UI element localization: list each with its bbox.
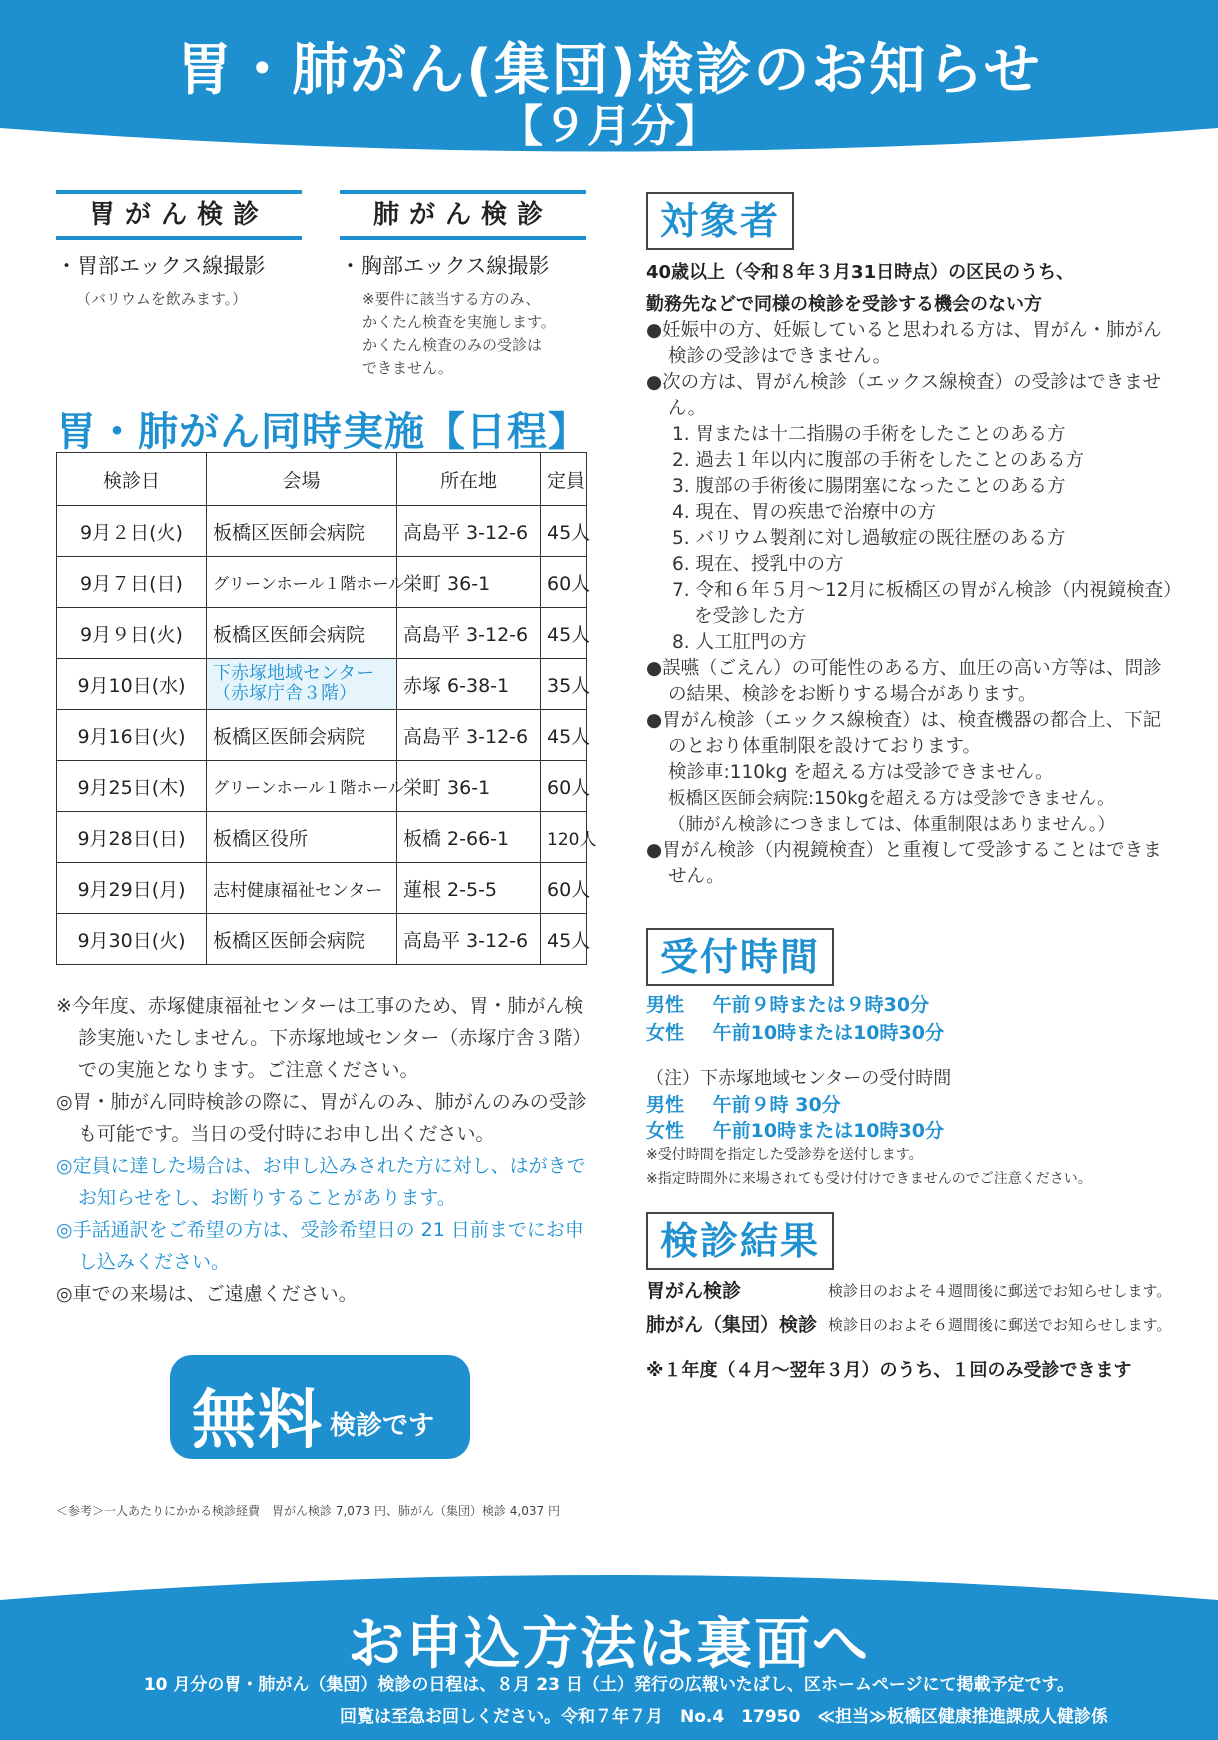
female-time-2: 午前10時または10時30分 [712, 1120, 944, 1142]
cell-address: 高島平 3-12-6 [397, 710, 541, 761]
cell-date: 9月30日(火) [57, 914, 207, 965]
cell-capacity: 45人 [541, 506, 587, 557]
cell-date: 9月25日(木) [57, 761, 207, 812]
list-item: 6. 現在、授乳中の方 [672, 554, 844, 575]
table-row [57, 761, 587, 812]
target-bullet: ●胃がん検診（内視鏡検査）と重複して受診することはできません。 [646, 840, 1162, 887]
stomach-exam-note: （バリウムを飲みます。） [76, 290, 248, 308]
exclusion-list [646, 422, 1176, 656]
note-no-car: ◎車での来場は、ご遠慮ください。 [56, 1283, 358, 1305]
target-bullet: ●誤嚥（ごえん）の可能性のある方、血圧の高い方等は、問診の結果、検診をお断りする場合があります。 [646, 658, 1162, 705]
stomach-exam-item: ・胃部エックス線撮影 [56, 254, 266, 278]
female-time: 午前10時または10時30分 [712, 1022, 944, 1044]
weight-limit-car: 検診車:110kg を超える方は受診できません。 [668, 762, 1054, 783]
female-label: 女性 [646, 1022, 685, 1044]
weight-limit-hospital: 板橋区医師会病院:150kgを超える方は受診できません。 [668, 789, 1115, 809]
footer-line-2: 回覧は至急お回しください。令和７年７月 No.4 17950 ≪担当≫板橋区健康推進課成人健診係 [340, 1707, 1108, 1727]
cell-venue: 板橋区医師会病院 [207, 914, 397, 965]
cell-address: 栄町 36-1 [397, 761, 541, 812]
table-row [57, 506, 587, 557]
cell-venue: 板橋区医師会病院 [207, 710, 397, 761]
cell-venue: 板橋区医師会病院 [207, 506, 397, 557]
lung-note-line: できません。 [362, 359, 453, 377]
cell-capacity: 60人 [541, 863, 587, 914]
results-heading: 検診結果 [646, 1212, 834, 1270]
schedule-notes [56, 990, 596, 1310]
reception-female [646, 1018, 944, 1045]
cell-venue: グリーンホール１階ホール [207, 761, 397, 812]
cell-date: 9月２日(火) [57, 506, 207, 557]
table-row [57, 710, 587, 761]
col-header-address: 所在地 [397, 453, 541, 506]
cell-date: 9月29日(月) [57, 863, 207, 914]
col-header-capacity: 定員 [541, 453, 587, 506]
male-time: 午前９時または９時30分 [712, 994, 930, 1016]
list-item: 4. 現在、胃の疾患で治療中の方 [672, 502, 937, 523]
list-item: 5. バリウム製剤に対し過敏症の既往歴のある方 [672, 528, 1066, 549]
page-title: 胃・肺がん(集団)検診のお知らせ [176, 38, 1042, 103]
note-construction: ※今年度、赤塚健康福祉センターは工事のため、胃・肺がん検診実施いたしません。下赤塚地域センター（赤塚庁舎３階）での実施となります。ご注意ください。 [56, 995, 592, 1081]
lung-exam-notes [362, 288, 556, 380]
cell-address: 高島平 3-12-6 [397, 914, 541, 965]
cell-address: 高島平 3-12-6 [397, 506, 541, 557]
list-item: 2. 過去１年以内に腹部の手術をしたことのある方 [672, 450, 1085, 471]
list-item: 3. 腹部の手術後に腸閉塞になったことのある方 [672, 476, 1066, 497]
cell-address: 高島平 3-12-6 [397, 608, 541, 659]
reception-note: （注）下赤塚地域センターの受付時間 [646, 1068, 952, 1089]
male-time-2: 午前９時 30分 [712, 1094, 841, 1116]
cell-address: 栄町 36-1 [397, 557, 541, 608]
reception-heading: 受付時間 [646, 928, 834, 986]
cell-venue-highlight: 下赤塚地域センター（赤塚庁舎３階） [207, 659, 397, 710]
free-badge-big: 無料 [192, 1384, 324, 1458]
cell-venue: 板橋区役所 [207, 812, 397, 863]
cell-date: 9月16日(火) [57, 710, 207, 761]
lung-exam-heading: 肺がん検診 [340, 190, 586, 240]
table-row [57, 557, 587, 608]
list-item: 7. 令和６年５月～12月に板橋区の胃がん検診（内視鏡検査）を受診した方 [672, 580, 1173, 627]
cell-date: 9月10日(水) [57, 659, 207, 710]
cell-address: 蓮根 2-5-5 [397, 863, 541, 914]
footer-main-text: お申込方法は裏面へ [348, 1612, 870, 1677]
page-subtitle: 【９月分】 [499, 101, 719, 152]
male-label: 男性 [646, 994, 685, 1016]
note-capacity: ◎定員に達した場合は、お申し込みされた方に対し、はがきでお知らせをし、お断りすることがあります。 [56, 1155, 586, 1209]
cell-capacity: 45人 [541, 914, 587, 965]
lung-note-line: ※要件に該当する方のみ、 [362, 290, 541, 308]
free-exam-badge [170, 1355, 470, 1459]
cell-capacity: 60人 [541, 557, 587, 608]
note-sign-language: ◎手話通訳をご希望の方は、受診希望日の 21 日前までにお申し込みください。 [56, 1219, 584, 1273]
reception-female-2 [646, 1116, 944, 1143]
schedule-header-row [57, 453, 587, 506]
results-stomach-label: 胃がん検診 [646, 1280, 742, 1302]
target-bullet: ●妊娠中の方、妊娠していると思われる方は、胃がん・肺がん検診の受診はできません。 [646, 320, 1162, 367]
schedule-title: 胃・肺がん同時実施【日程】 [56, 409, 589, 455]
cell-date: 9月９日(火) [57, 608, 207, 659]
male-label: 男性 [646, 1094, 685, 1116]
cell-address: 板橋 2-66-1 [397, 812, 541, 863]
table-row [57, 863, 587, 914]
target-lead-2: 勤務先などで同様の検診を受診する機会のない方 [646, 294, 1042, 315]
lung-exam-item: ・胸部エックス線撮影 [340, 254, 550, 278]
cell-address: 赤塚 6-38-1 [397, 659, 541, 710]
results-lung-label: 肺がん（集団）検診 [646, 1314, 818, 1336]
col-header-venue: 会場 [207, 453, 397, 506]
stomach-exam-heading: 胃がん検診 [56, 190, 302, 240]
female-label: 女性 [646, 1120, 685, 1142]
cell-capacity: 60人 [541, 761, 587, 812]
reception-male [646, 990, 929, 1017]
target-bullet: ●胃がん検診（エックス線検査）は、検査機器の都合上、下記のとおり体重制限を設けております。 [646, 710, 1162, 757]
target-heading: 対象者 [646, 192, 794, 250]
cell-capacity: 120人 [541, 812, 587, 863]
list-item: 1. 胃または十二指腸の手術をしたことのある方 [672, 424, 1066, 445]
lung-note-line: かくたん検査のみの受診は [362, 336, 543, 354]
cell-capacity: 45人 [541, 608, 587, 659]
lung-note-line: かくたん検査を実施します。 [362, 313, 556, 331]
note-single-exam: ◎胃・肺がん同時検診の際に、胃がんのみ、肺がんのみの受診も可能です。当日の受付時にお申し出ください。 [56, 1091, 587, 1145]
results-lung-desc: 検診日のおよそ６週間後に郵送でお知らせします。 [828, 1316, 1172, 1334]
table-row [57, 812, 587, 863]
footer-line-1: 10 月分の胃・肺がん（集団）検診の日程は、８月 23 日（土）発行の広報いたばし、区ホームページにて掲載予定です。 [143, 1675, 1075, 1695]
cost-reference: ＜参考＞一人あたりにかかる検診経費 胃がん検診 7,073 円、肺がん（集団）検診 4,037 円 [56, 1504, 560, 1518]
reception-male-2 [646, 1090, 841, 1117]
cell-venue: 志村健康福祉センター [207, 863, 397, 914]
reception-small-note-1: ※受付時間を指定した受診券を送付します。 [646, 1147, 923, 1163]
once-per-year-note: ※１年度（４月～翌年３月）のうち、１回のみ受診できます [646, 1360, 1132, 1381]
table-row [57, 914, 587, 965]
results-stomach-desc: 検診日のおよそ４週間後に郵送でお知らせします。 [828, 1282, 1172, 1300]
target-lead-1: 40歳以上（令和８年３月31日時点）の区民のうち、 [646, 262, 1075, 283]
table-row [57, 659, 587, 710]
cell-venue: グリーンホール１階ホール [207, 557, 397, 608]
target-bullet: ●次の方は、胃がん検診（エックス線検査）の受診はできません。 [646, 372, 1162, 419]
cell-capacity: 35人 [541, 659, 587, 710]
cell-venue: 板橋区医師会病院 [207, 608, 397, 659]
cell-date: 9月28日(日) [57, 812, 207, 863]
target-conditions [646, 318, 1176, 890]
cell-capacity: 45人 [541, 710, 587, 761]
cell-date: 9月７日(日) [57, 557, 207, 608]
reception-small-note-2: ※指定時間外に来場されても受け付けできませんのでご注意ください。 [646, 1171, 1092, 1187]
list-item: 8. 人工肛門の方 [672, 632, 807, 653]
schedule-table [56, 452, 597, 965]
table-row [57, 608, 587, 659]
weight-limit-lung: （肺がん検診につきましては、体重制限はありません。） [668, 815, 1115, 835]
free-badge-small: 検診です [330, 1411, 435, 1441]
col-header-date: 検診日 [57, 453, 207, 506]
